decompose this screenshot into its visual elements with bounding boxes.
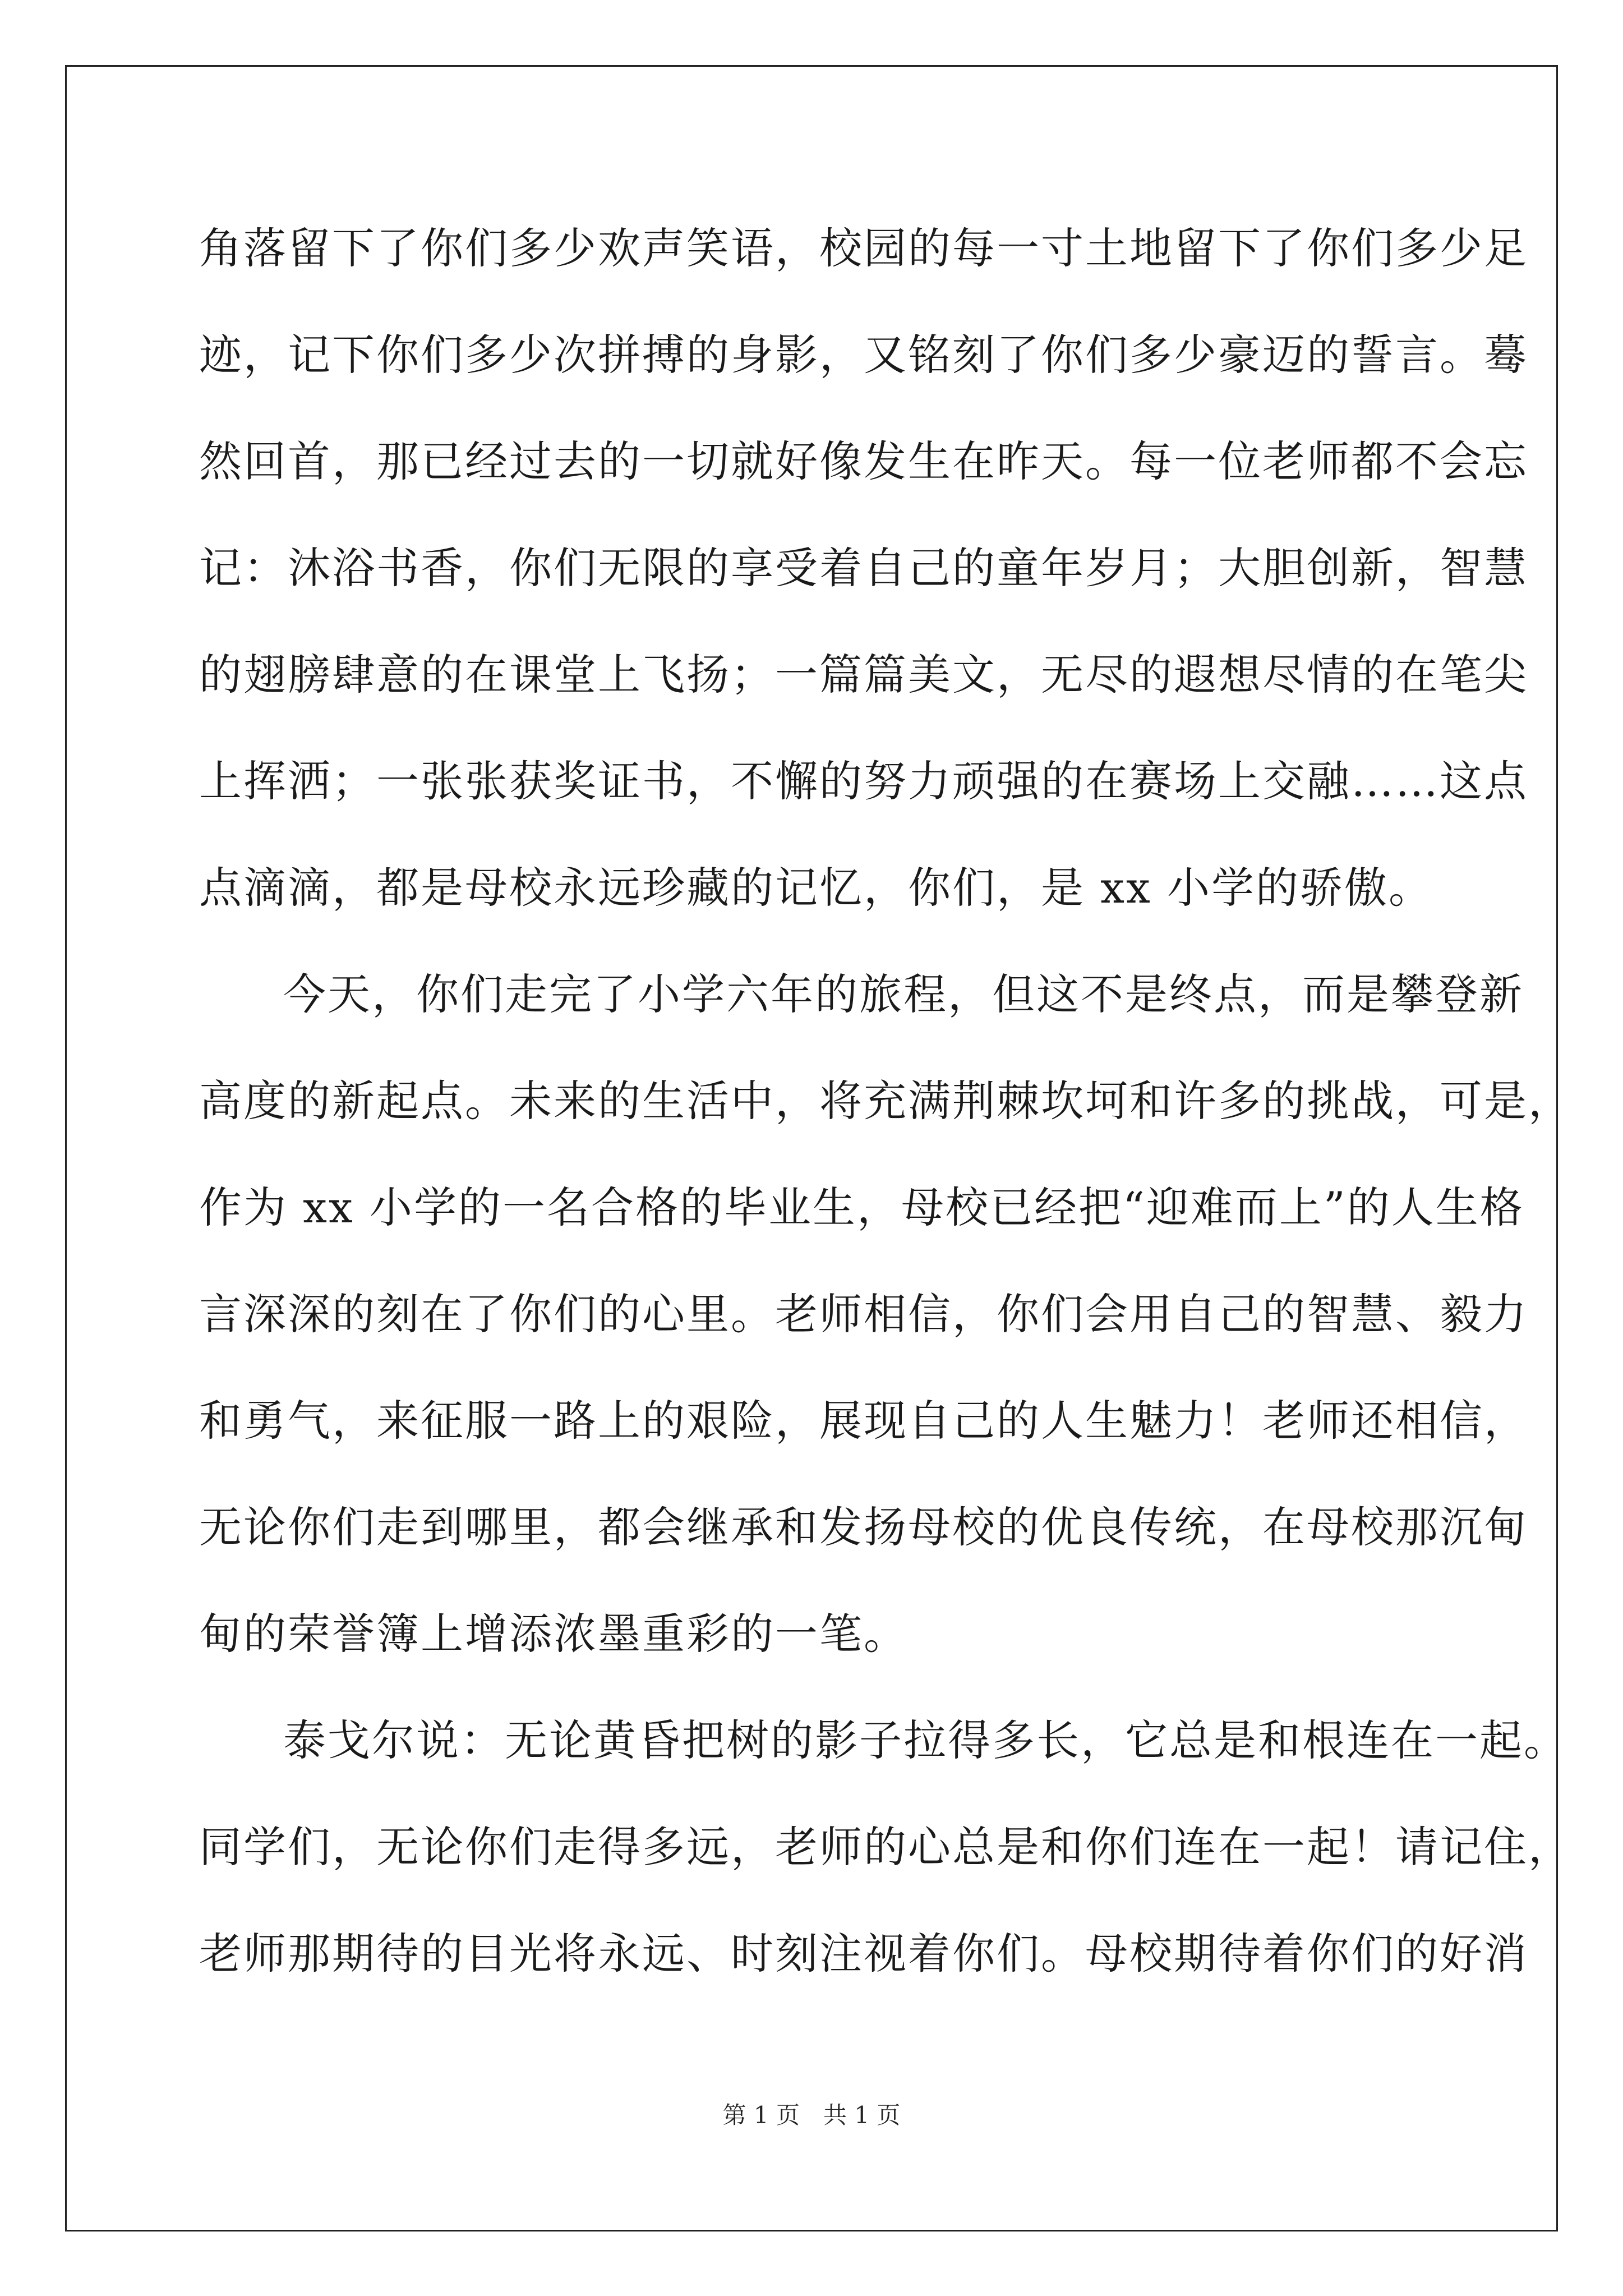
paragraph-first-line: 今天，你们走完了小学六年的旅程，但这不是终点，而是攀登新 bbox=[283, 969, 1524, 1019]
text-line: 记：沐浴书香，你们无限的享受着自己的童年岁月；大胆创新，智慧 bbox=[199, 543, 1528, 593]
text-line: 然回首，那已经过去的一切就好像发生在昨天。每一位老师都不会忘 bbox=[199, 436, 1528, 486]
text-line: 和勇气，来征服一路上的艰险，展现自己的人生魅力！老师还相信， bbox=[199, 1396, 1528, 1446]
text-line: 点滴滴，都是母校永远珍藏的记忆，你们，是 xx 小学的骄傲。 bbox=[199, 863, 1433, 913]
page-number-footer: 第 1 页 共 1 页 bbox=[722, 2101, 901, 2129]
text-line: 迹，记下你们多少次拼搏的身影，又铭刻了你们多少豪迈的誓言。蓦 bbox=[199, 330, 1528, 380]
text-line: 上挥洒；一张张获奖证书，不懈的努力顽强的在赛场上交融……这点 bbox=[199, 756, 1528, 806]
text-line: 甸的荣誉簿上增添浓墨重彩的一笔。 bbox=[199, 1609, 908, 1659]
text-line: 无论你们走到哪里，都会继承和发扬母校的优良传统，在母校那沉甸 bbox=[199, 1502, 1528, 1552]
text-line: 同学们，无论你们走得多远，老师的心总是和你们连在一起！请记住， bbox=[199, 1822, 1573, 1872]
page-border bbox=[65, 65, 1558, 2231]
text-line: 言深深的刻在了你们的心里。老师相信，你们会用自己的智慧、毅力 bbox=[199, 1289, 1528, 1339]
text-line: 的翅膀肆意的在课堂上飞扬；一篇篇美文，无尽的遐想尽情的在笔尖 bbox=[199, 650, 1528, 700]
text-line: 老师那期待的目光将永远、时刻注视着你们。母校期待着你们的好消 bbox=[199, 1929, 1528, 1978]
text-line: 角落留下了你们多少欢声笑语，校园的每一寸土地留下了你们多少足 bbox=[199, 223, 1528, 273]
paragraph-first-line: 泰戈尔说：无论黄昏把树的影子拉得多长，它总是和根连在一起。 bbox=[283, 1715, 1568, 1765]
text-line: 高度的新起点。未来的生活中，将充满荆棘坎坷和许多的挑战，可是， bbox=[199, 1076, 1573, 1126]
text-line: 作为 xx 小学的一名合格的毕业生，母校已经把“迎难而上”的人生格 bbox=[199, 1182, 1524, 1232]
